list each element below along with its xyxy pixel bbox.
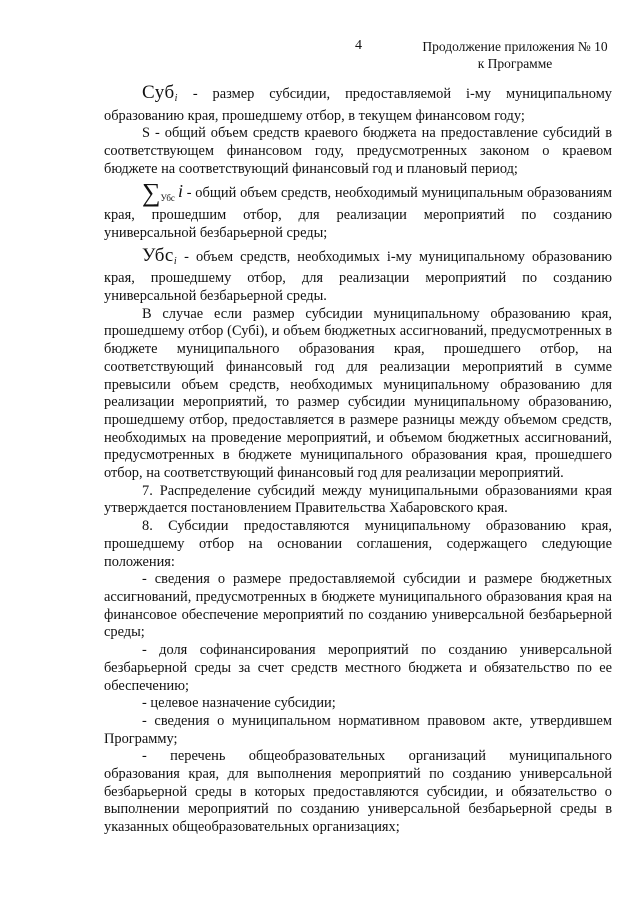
paragraph-8: 8. Субсидии предоставляются муниципальному образованию края, прошедшему отбор на основании соглашения, содержащего следующие положения: — [104, 518, 612, 570]
definition-s: S - общий объем средств краевого бюджета на предоставление субсидий в соответствующем финансовом году, предусмотренных законом о краевом бюджете на соответствующий финансовый год и плановый период; — [104, 125, 612, 177]
definition-text: - общий объем средств, необходимый муниципальным образованиям края, прошедшим отбор, для реализации мероприятий по созданию универсальной безбарьерной среды; — [104, 184, 612, 241]
document-body — [104, 82, 612, 837]
continuation-line-1: Продолжение приложения № 10 — [422, 39, 608, 54]
definition-text: - объем средств, необходимых i-му муниципальному образованию края, прошедшему отбор, для реализации мероприятий по созданию универсальной безбарьерной среды. — [104, 248, 612, 305]
paragraph-7: 7. Распределение субсидий между муниципальными образованиями края утверждается постановлением Правительства Хабаровского края. — [104, 482, 612, 517]
list-item: - перечень общеобразовательных организаций муниципального образования края, для выполнения мероприятий по созданию универсальной безбарьерной среды в которых предоставляются субсидии, и обязательство о выполнении мероприятий по созданию универсальной безбарьерной среды в указанных общеобразовательных организациях; — [104, 748, 612, 836]
list-item: - сведения о размере предоставляемой субсидии и размере бюджетных ассигнований, предусмотренных в бюджете муниципального образования края на финансовое обеспечение мероприятий по созданию универсальной безбарьерной среды; — [104, 571, 612, 641]
list-item: - сведения о муниципальном нормативном правовом акте, утвердившем Программу; — [104, 712, 612, 747]
list-item: - целевое назначение субсидии; — [142, 695, 336, 712]
paragraph-case: В случае если размер субсидии муниципальному образованию края, прошедшему отбор (Субi), и объем бюджетных ассигнований, предусмотренных в бюджете муниципального образования края, прошедшего отбор, на соответствующий финансовый год для реализации мероприятий в сумме превысили объем средств, необходимых муниципальному образованию для реализации мероприятий, то размер субсидии муниципальному образованию, прошедшему отбор, предоставляется в размере разницы между объемом средств, необходимых на проведение мероприятий, и объемом бюджетных ассигнований, предусмотренных в бюджете муниципального образования края, прошедшего отбор, на соответствующий финансовый год для реализации мероприятий. — [104, 305, 612, 482]
page-number: 4 — [355, 38, 362, 53]
continuation-line-2: к Программе — [477, 56, 553, 71]
formula-symbol-ubs-i: Убс$_i$ — [142, 244, 178, 267]
formula-symbol-sum-ubs: $\sum_{Убс}$ i — [142, 177, 183, 207]
definition-sub-i — [104, 84, 612, 125]
continuation-note — [400, 38, 630, 72]
definition-sum-ubs — [104, 177, 612, 243]
formula-symbol-sub-i: Суб$_i$ — [142, 82, 178, 104]
definition-ubs-i — [104, 244, 612, 306]
list-item: - доля софинансирования мероприятий по созданию универсальной безбарьерной среды за счет средств местного бюджета и обязательство по ее обеспечению; — [104, 642, 612, 694]
definition-text: - размер субсидии, предоставляемой i-му муниципальному образованию края, прошедшему отбор, в текущем финансовом году; — [104, 86, 612, 124]
